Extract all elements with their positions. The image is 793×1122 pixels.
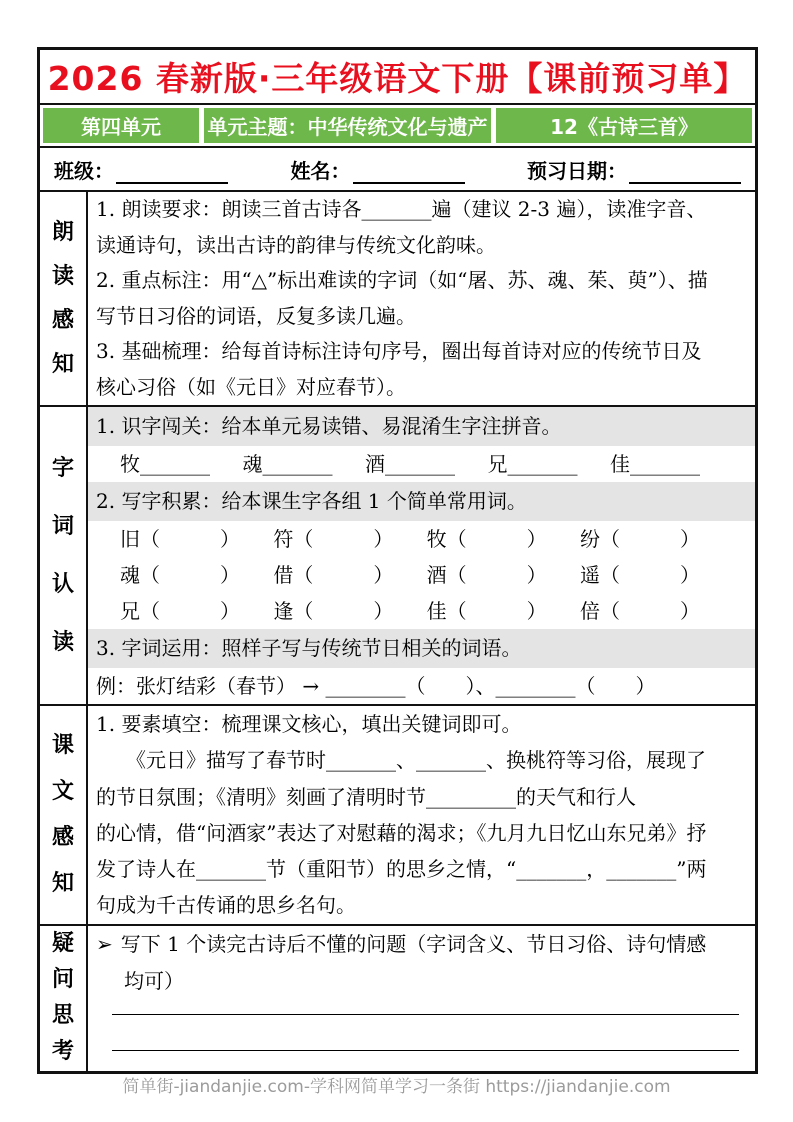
text-line: 读通诗句，读出古诗的韵律与传统文化韵味。 <box>96 232 496 257</box>
text-line: 1. 朗读要求：朗读三首古诗各_______遍（建议 2-3 遍），读准字音、 <box>96 197 707 221</box>
section-label-words <box>40 407 88 704</box>
word-group: 纷（ ） <box>579 527 700 551</box>
section-label-questions <box>40 926 88 1071</box>
text-line: 3. 基础梳理：给每首诗标注诗句序号，圈出每首诗对应的传统节日及 <box>96 339 702 363</box>
section-reading <box>40 192 755 407</box>
word-group: 牧（ ） <box>426 527 547 551</box>
task-line-writing: 2. 写字积累：给本课生字各组 1 个简单常用词。 <box>88 482 755 521</box>
section-course <box>40 706 755 926</box>
text-line: 的心情，借“问酒家”表达了对慰藉的渴求；《九月九日忆山东兄弟》抒 <box>96 820 707 845</box>
name-blank-line <box>353 168 465 184</box>
unit-number-cell: 第四单元 <box>43 108 199 143</box>
word-group-row <box>88 557 755 593</box>
pinyin-blank-row <box>88 446 755 482</box>
name-field <box>291 155 465 184</box>
section-words-content <box>88 407 755 704</box>
example-line: 例：张灯结彩（春节） → ________（ ）、________（ ） <box>96 674 656 698</box>
arrow-bullet-icon: ➢ <box>96 931 113 956</box>
title-bar <box>40 50 755 105</box>
word-group: 佳（ ） <box>426 599 547 623</box>
text-line: 发了诗人在_______节（重阳节）的思乡之情，“_______，_______”两 <box>96 857 707 882</box>
section-questions-content <box>88 926 755 1071</box>
unit-bar <box>40 105 755 148</box>
word-group: 兄（ ） <box>120 599 240 623</box>
section-label-text: 疑问思考 <box>51 931 74 1065</box>
section-label-text: 朗读感知 <box>51 219 74 377</box>
date-field <box>527 155 741 184</box>
section-label-reading <box>40 192 88 405</box>
text-line: 的节日氛围；《清明》刻画了清明时节_________的天气和行人 <box>96 784 636 809</box>
section-questions <box>40 926 755 1071</box>
section-label-course <box>40 706 88 924</box>
page-title: 2026 春新版·三年级语文下册【课前预习单】 <box>47 59 748 98</box>
answer-line-2 <box>112 1050 739 1051</box>
word-group-row <box>88 521 755 557</box>
question-prompt-line-2: 均可） <box>124 968 184 993</box>
lesson-title-cell: 12《古诗三首》 <box>496 108 752 143</box>
date-blank-line <box>629 168 741 184</box>
text-line: 写节日习俗的词语，反复多读几遍。 <box>96 303 416 328</box>
word-group: 旧（ ） <box>120 527 240 551</box>
text-line: 核心习俗（如《元日》对应春节）。 <box>96 374 406 399</box>
class-label: 班级： <box>54 158 114 183</box>
word-group: 魂（ ） <box>120 563 240 587</box>
class-field <box>54 155 228 184</box>
word-group: 符（ ） <box>273 527 394 551</box>
unit-theme-cell: 单元主题：中华传统文化与遗产 <box>204 108 491 143</box>
word-group: 倍（ ） <box>579 599 700 623</box>
text-line: 句成为千古传诵的思乡名句。 <box>96 893 356 918</box>
footer-watermark: 简单街-jiandanjie.com-学科网简单学习一条街 https://jiandanjie.com <box>122 1077 671 1097</box>
pinyin-group: 牧_______ <box>120 452 210 476</box>
text-line: 《元日》描写了春节时_______、_______、换桃符等习俗，展现了 <box>96 748 706 773</box>
section-course-content <box>88 706 755 924</box>
pinyin-group: 佳_______ <box>610 452 700 476</box>
word-group: 逢（ ） <box>273 599 394 623</box>
answer-line-1 <box>112 1014 739 1015</box>
name-label: 姓名： <box>290 158 351 183</box>
pinyin-group: 魂_______ <box>242 452 333 476</box>
word-group-row <box>88 593 755 629</box>
section-words <box>40 407 755 706</box>
worksheet <box>37 47 758 1074</box>
question-prompt-text: 写下 1 个读完古诗后不懂的问题（字词含义、节日习俗、诗句情感 <box>120 931 707 956</box>
info-row <box>40 148 755 192</box>
section-reading-content <box>88 192 755 405</box>
task-line-pinyin: 1. 识字闯关：给本单元易读错、易混淆生字注拼音。 <box>88 407 755 446</box>
pinyin-group: 酒_______ <box>365 452 455 476</box>
date-label: 预习日期： <box>527 158 627 183</box>
word-group: 酒（ ） <box>426 563 547 587</box>
text-line: 1. 要素填空：梳理课文核心，填出关键词即可。 <box>96 712 522 736</box>
task-line-usage: 3. 字词运用：照样子写与传统节日相关的词语。 <box>88 629 755 668</box>
text-line: 2. 重点标注：用“△”标出难读的字词（如“屠、苏、魂、茱、萸”）、描 <box>96 268 708 292</box>
section-label-text: 课文感知 <box>51 732 74 896</box>
word-group: 借（ ） <box>273 563 394 587</box>
section-label-text: 字词认读 <box>51 455 74 655</box>
question-prompt-line <box>88 926 755 963</box>
word-group: 遥（ ） <box>579 563 700 587</box>
pinyin-group: 兄_______ <box>487 452 578 476</box>
class-blank-line <box>116 168 228 184</box>
